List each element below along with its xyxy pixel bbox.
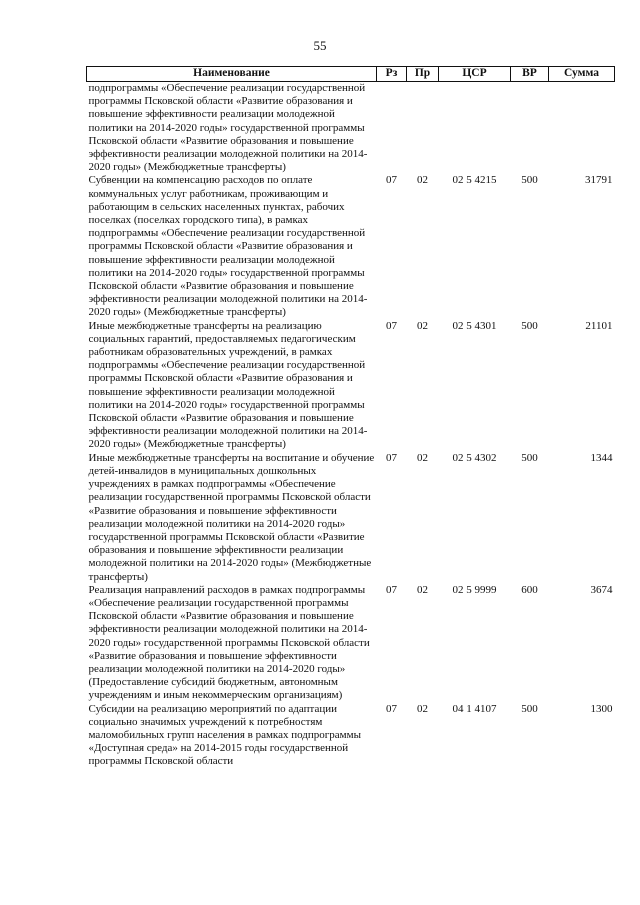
table-row [87,452,615,584]
row-rz: 07 [386,451,397,464]
row-csr: 02 5 4215 [452,174,497,187]
budget-table [86,66,615,769]
row-pr: 02 [417,174,428,187]
header-name: Наименование [87,67,377,82]
row-name: подпрограммы «Обеспечение реализации государственной программы Псковской области «Развитие образования и повышение эффективности реализации молодежной политики на 2014-2020 годы» государственной программы Псковской области «Развитие образования и повышение эффективности реализации молодежной политики на 2014-2020 годы» (Межбюджетные трансферты) [88,82,368,174]
row-vr: 500 [521,451,538,464]
row-pr: 02 [417,702,428,715]
row-vr: 500 [521,702,538,715]
row-vr [511,82,549,175]
row-vr: 500 [521,319,538,332]
row-vr: 500 [521,174,538,187]
row-csr: 02 5 4301 [452,319,497,332]
row-rz: 07 [386,583,397,596]
row-name: Субвенции на компенсацию расходов по оплате коммунальных услуг работникам, проживающим и работающим в сельских населенных пунктах, рабочих поселках (поселках городского типа), в рамках подпрограммы «Обеспечение реализации государственной программы Псковской области «Развитие образования и повышение эффективности реализации молодежной политики на 2014-2020 годы» государственной программы Псковской области «Развитие образования и повышение эффективности реализации молодежной политики на 2014-2020 годы» (Межбюджетные трансферты) [88,174,368,319]
table-row [87,320,615,452]
row-name: Субсидии на реализацию мероприятий по адаптации социально значимых учреждений к потребностям маломобильных групп населения в рамках подпрограммы «Доступная среда» на 2014-2015 годы государственной программы Псковской области [88,702,361,768]
row-sum: 1344 [590,451,613,464]
row-rz [377,82,407,175]
table-row [87,82,615,175]
table-header [87,67,615,82]
row-csr [439,82,511,175]
row-csr: 02 5 4302 [452,451,497,464]
table-body [87,82,615,769]
row-csr: 04 1 4107 [452,702,497,715]
row-rz: 07 [386,174,397,187]
page-number: 55 [313,38,327,53]
row-rz: 07 [386,319,397,332]
row-pr [407,82,439,175]
table-row [87,584,615,703]
row-pr: 02 [417,583,428,596]
row-name: Иные межбюджетные трансферты на реализацию социальных гарантий, предоставляемых педагогическим работникам образовательных учреждений, в рамках подпрограммы «Обеспечение реализации государственной программы Псковской области «Развитие образования и повышение эффективности реализации молодежной политики на 2014-2020 годы» государственной программы Псковской области «Развитие образования и повышение эффективности реализации молодежной политики на 2014-2020 годы» (Межбюджетные трансферты) [88,319,368,451]
row-sum: 21101 [585,319,613,332]
row-sum: 3674 [590,583,613,596]
header-sum: Сумма [549,67,615,82]
row-name: Реализация направлений расходов в рамках подпрограммы «Обеспечение реализации государственной программы Псковской области «Развитие образования и повышение эффективности реализации молодежной политики на 2014-2020 годы» государственной программы Псковской области «Развитие образования и повышение эффективности реализации молодежной политики на 2014-2020 годы» (Предоставление субсидий бюджетным, автономным учреждениям и иным некоммерческим организациям) [88,583,370,702]
row-name: Иные межбюджетные трансферты на воспитание и обучение детей-инвалидов в муниципальных дошкольных учреждениях в рамках подпрограммы «Обеспечение реализации государственной программы Псковской области «Развитие образования и повышение эффективности реализации молодежной политики на 2014-2020 годы» государственной программы Псковской области «Развитие образования и повышение эффективности реализации молодежной политики на 2014-2020 годы» (Межбюджетные трансферты) [88,451,375,583]
table-row [87,703,615,769]
table-row [87,174,615,319]
row-sum [549,82,615,175]
row-rz: 07 [386,702,397,715]
header-rz: Рз [377,67,407,82]
row-pr: 02 [417,451,428,464]
row-sum: 1300 [590,702,613,715]
header-csr: ЦСР [439,67,511,82]
row-pr: 02 [417,319,428,332]
header-vr: ВР [511,67,549,82]
row-vr: 600 [521,583,538,596]
row-sum: 31791 [585,174,613,187]
header-pr: Пр [407,67,439,82]
row-csr: 02 5 9999 [452,583,497,596]
